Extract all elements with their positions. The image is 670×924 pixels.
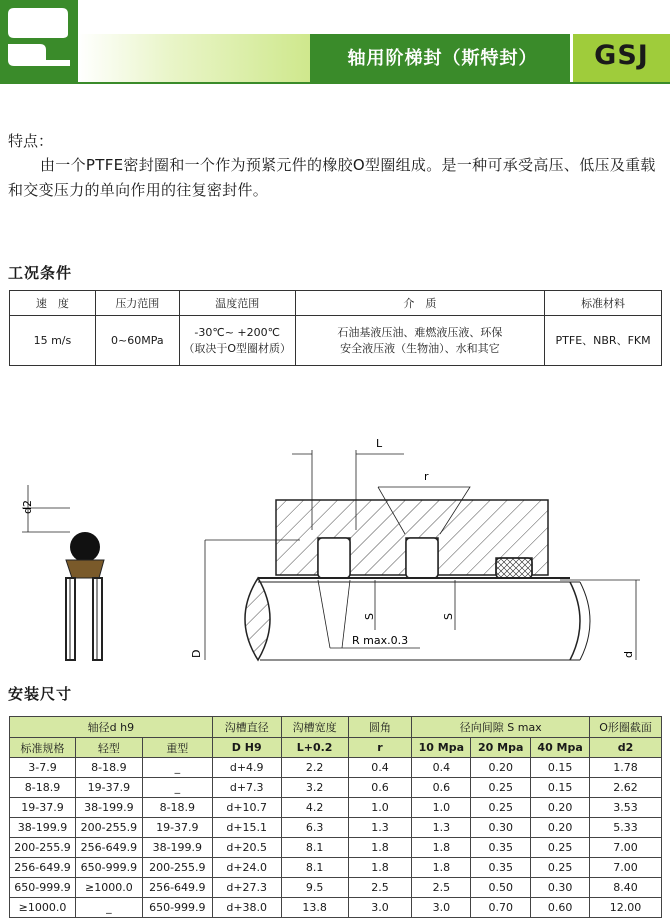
head-radius: 圆角	[348, 717, 412, 738]
table-cell: d+10.7	[212, 798, 281, 818]
features-body: 由一个PTFE密封圈和一个作为预紧元件的橡胶O型圈组成。是一种可承受高压、低压及重载和交变压力的单向作用的往复密封件。	[8, 156, 656, 199]
table-cell: 0.4	[348, 758, 412, 778]
table-cell: 38-199.9	[10, 818, 76, 838]
cell-speed: 15 m/s	[10, 316, 96, 366]
table-cell: 1.0	[348, 798, 412, 818]
table-cell: 0.35	[471, 838, 531, 858]
label-D: D	[190, 649, 203, 658]
conditions-title: 工况条件	[8, 264, 73, 282]
table-cell: 1.8	[348, 838, 412, 858]
table-cell: 256-649.9	[10, 858, 76, 878]
media-line1: 石油基液压油、难燃液压液、环保	[337, 325, 503, 339]
table-cell: ≥1000.0	[10, 898, 76, 918]
table-cell: 0.35	[471, 858, 531, 878]
table-row	[10, 818, 662, 838]
table-cell: 2.62	[590, 778, 662, 798]
label-S-left: S	[363, 613, 376, 620]
table-cell: 8-18.9	[10, 778, 76, 798]
conditions-header-row	[10, 291, 662, 316]
head-groove-width: 沟槽宽度	[281, 717, 348, 738]
table-cell: 256-649.9	[75, 838, 142, 858]
table-cell: 650-999.9	[75, 858, 142, 878]
label-r: r	[424, 470, 429, 483]
seal-section	[21, 485, 104, 660]
table-cell: 200-255.9	[10, 838, 76, 858]
table-cell: d+38.0	[212, 898, 281, 918]
table-cell: 0.25	[531, 838, 590, 858]
table-cell: 1.3	[348, 818, 412, 838]
table-cell: d+27.3	[212, 878, 281, 898]
table-cell: 9.5	[281, 878, 348, 898]
table-cell: 650-999.9	[10, 878, 76, 898]
head-shaft: 轴径d h9	[10, 717, 213, 738]
header-media: 介 质	[295, 291, 545, 316]
table-row	[10, 778, 662, 798]
table-cell: 3.0	[412, 898, 471, 918]
table-cell: 650-999.9	[142, 898, 212, 918]
label-L: L	[376, 437, 383, 450]
table-cell: 0.25	[471, 778, 531, 798]
table-cell: 3.0	[348, 898, 412, 918]
page-title: 轴用阶梯封（斯特封）	[347, 48, 538, 69]
table-cell: _	[142, 758, 212, 778]
install-body	[10, 758, 662, 918]
table-cell: 13.8	[281, 898, 348, 918]
table-cell: 1.0	[412, 798, 471, 818]
label-Rmax: R max.0.3	[352, 634, 409, 647]
table-cell: 7.00	[590, 838, 662, 858]
header-rule	[0, 82, 670, 84]
table-cell: 8.1	[281, 858, 348, 878]
install-table	[9, 716, 662, 918]
table-row	[10, 798, 662, 818]
temp-line1: -30℃~ +200℃	[194, 325, 280, 339]
table-cell: 0.25	[531, 858, 590, 878]
table-cell: 0.6	[348, 778, 412, 798]
product-code: GSJ	[594, 40, 649, 71]
table-cell: 0.20	[531, 818, 590, 838]
table-cell: 8-18.9	[142, 798, 212, 818]
cell-pressure: 0~60MPa	[95, 316, 179, 366]
cell-media	[295, 316, 545, 366]
table-cell: 8.1	[281, 838, 348, 858]
head-10mpa: 10 Mpa	[412, 738, 471, 758]
table-row	[10, 858, 662, 878]
header-gradient-band	[78, 34, 310, 82]
head-d2: d2	[590, 738, 662, 758]
table-cell: 0.15	[531, 778, 590, 798]
technical-drawing	[0, 430, 670, 670]
install-header-row-2	[10, 738, 662, 758]
table-cell: d+15.1	[212, 818, 281, 838]
label-d2: d2	[21, 500, 34, 514]
table-cell: 200-255.9	[75, 818, 142, 838]
table-cell: 0.60	[531, 898, 590, 918]
table-cell: 0.30	[471, 818, 531, 838]
header-material: 标准材料	[545, 291, 662, 316]
table-row	[10, 898, 662, 918]
logo	[0, 0, 78, 82]
table-cell: 0.6	[412, 778, 471, 798]
table-cell: ≥1000.0	[75, 878, 142, 898]
conditions-table	[9, 290, 662, 366]
table-cell: d+7.3	[212, 778, 281, 798]
table-cell: 0.50	[471, 878, 531, 898]
table-cell: 7.00	[590, 858, 662, 878]
table-cell: 2.5	[348, 878, 412, 898]
table-cell: 0.70	[471, 898, 531, 918]
install-header-row-1	[10, 717, 662, 738]
table-cell: 0.20	[471, 758, 531, 778]
table-cell: 3-7.9	[10, 758, 76, 778]
head-L: L+0.2	[281, 738, 348, 758]
table-cell: 12.00	[590, 898, 662, 918]
head-20mpa: 20 Mpa	[471, 738, 531, 758]
header-pressure: 压力范围	[95, 291, 179, 316]
head-oring: O形圈截面	[590, 717, 662, 738]
head-gap: 径向间隙 S max	[412, 717, 590, 738]
table-cell: 38-199.9	[75, 798, 142, 818]
table-cell: 0.15	[531, 758, 590, 778]
table-cell: 1.8	[412, 838, 471, 858]
table-cell: _	[142, 778, 212, 798]
table-cell: 1.8	[348, 858, 412, 878]
table-cell: 2.2	[281, 758, 348, 778]
table-cell: 3.53	[590, 798, 662, 818]
head-heavy: 重型	[142, 738, 212, 758]
table-cell: 6.3	[281, 818, 348, 838]
table-cell: 8-18.9	[75, 758, 142, 778]
head-40mpa: 40 Mpa	[531, 738, 590, 758]
head-groove-dia: 沟槽直径	[212, 717, 281, 738]
header-temperature: 温度范围	[179, 291, 295, 316]
conditions-data-row	[10, 316, 662, 366]
table-cell: 1.3	[412, 818, 471, 838]
table-cell: 5.33	[590, 818, 662, 838]
table-cell: 256-649.9	[142, 878, 212, 898]
table-cell: 2.5	[412, 878, 471, 898]
table-cell: 3.2	[281, 778, 348, 798]
cell-temperature	[179, 316, 295, 366]
head-r: r	[348, 738, 412, 758]
table-row	[10, 758, 662, 778]
media-line2: 安全液压液（生物油）、水和其它	[340, 341, 500, 355]
assembly-drawing	[190, 437, 640, 660]
features-title: 特点：	[8, 132, 54, 150]
table-cell: 1.8	[412, 858, 471, 878]
temp-line2: （取决于O型圈材质）	[183, 341, 292, 355]
table-cell: d+4.9	[212, 758, 281, 778]
table-cell: _	[75, 898, 142, 918]
table-cell: 8.40	[590, 878, 662, 898]
table-cell: 0.4	[412, 758, 471, 778]
table-cell: 0.20	[531, 798, 590, 818]
table-row	[10, 878, 662, 898]
label-d: d	[622, 651, 635, 658]
table-cell: 1.78	[590, 758, 662, 778]
table-cell: 19-37.9	[142, 818, 212, 838]
head-light: 轻型	[75, 738, 142, 758]
table-cell: 38-199.9	[142, 838, 212, 858]
table-cell: 0.25	[471, 798, 531, 818]
table-cell: 0.30	[531, 878, 590, 898]
header	[0, 0, 670, 82]
install-title: 安装尺寸	[8, 685, 73, 703]
table-cell: 4.2	[281, 798, 348, 818]
head-DH9: D H9	[212, 738, 281, 758]
cell-material: PTFE、NBR、FKM	[545, 316, 662, 366]
table-cell: d+20.5	[212, 838, 281, 858]
header-speed: 速 度	[10, 291, 96, 316]
head-standard: 标准规格	[10, 738, 76, 758]
table-cell: d+24.0	[212, 858, 281, 878]
table-row	[10, 838, 662, 858]
table-cell: 19-37.9	[75, 778, 142, 798]
label-S-right: S	[442, 613, 455, 620]
table-cell: 19-37.9	[10, 798, 76, 818]
table-cell: 200-255.9	[142, 858, 212, 878]
